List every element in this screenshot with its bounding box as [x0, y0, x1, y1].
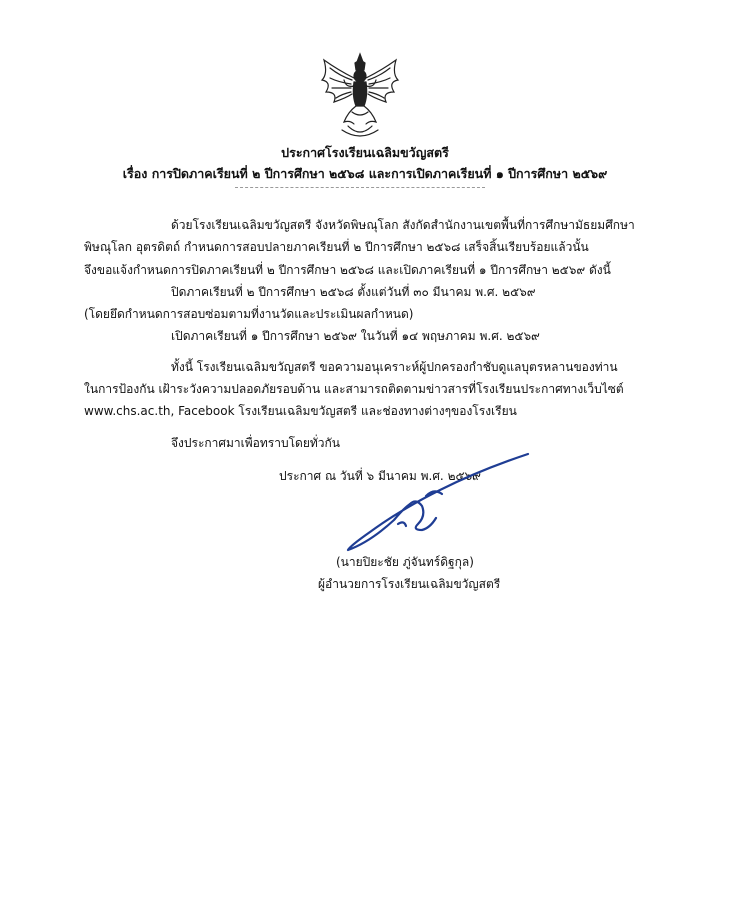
- announce-date: ประกาศ ณ วันที่ ๖ มีนาคม พ.ศ. ๒๕๖๙: [279, 469, 481, 483]
- close-term-note: (โดยยึดกำหนดการสอบซ่อมตามที่งานวัดและประเมินผลกำหนด): [84, 307, 414, 321]
- announcement-subject: เรื่อง การปิดภาคเรียนที่ ๒ ปีการศึกษา ๒๕๖๘ และการเปิดภาคเรียนที่ ๑ ปีการศึกษา ๒๕๖๙: [122, 166, 608, 181]
- paragraph-1-line-3: จึงขอแจ้งกำหนดการปิดภาคเรียนที่ ๒ ปีการศึกษา ๒๕๖๘ และเปิดภาคเรียนที่ ๑ ปีการศึกษา ๒๕๖๙ ดังนี้: [84, 263, 611, 277]
- handwritten-signature-icon: [330, 450, 530, 560]
- paragraph-2-line-1: ทั้งนี้ โรงเรียนเฉลิมขวัญสตรี ขอความอนุเคราะห์ผู้ปกครองกำชับดูแลบุตรหลานของท่าน: [171, 360, 618, 374]
- close-term-line: ปิดภาคเรียนที่ ๒ ปีการศึกษา ๒๕๖๘ ตั้งแต่วันที่ ๓๐ มีนาคม พ.ศ. ๒๕๖๙: [171, 285, 536, 299]
- signer-name: (นายปิยะชัย ภู่จันทร์ดิฐกุล): [336, 555, 474, 569]
- signer-title: ผู้อำนวยการโรงเรียนเฉลิมขวัญสตรี: [318, 577, 501, 591]
- paragraph-1-line-2: พิษณุโลก อุตรดิตถ์ กำหนดการสอบปลายภาคเรียนที่ ๒ ปีการศึกษา ๒๕๖๘ เสร็จสิ้นเรียบร้อยแล้วนั้น: [84, 240, 589, 254]
- title-separator: [235, 187, 485, 188]
- paragraph-2-line-2: ในการป้องกัน เฝ้าระวังความปลอดภัยรอบด้าน และสามารถติดตามข่าวสารที่โรงเรียนประกาศทางเว็บไซต์: [84, 382, 624, 396]
- garuda-emblem-icon: [318, 52, 402, 138]
- paragraph-1-line-1: ด้วยโรงเรียนเฉลิมขวัญสตรี จังหวัดพิษณุโลก สังกัดสำนักงานเขตพื้นที่การศึกษามัธยมศึกษา: [171, 218, 635, 232]
- open-term-line: เปิดภาคเรียนที่ ๑ ปีการศึกษา ๒๕๖๙ ในวันที่ ๑๔ พฤษภาคม พ.ศ. ๒๕๖๙: [171, 329, 540, 343]
- paragraph-2-line-3: www.chs.ac.th, Facebook โรงเรียนเฉลิมขวัญสตรี และช่องทางต่างๆของโรงเรียน: [84, 404, 517, 418]
- closing-line: จึงประกาศมาเพื่อทราบโดยทั่วกัน: [171, 436, 340, 450]
- announcement-title: ประกาศโรงเรียนเฉลิมขวัญสตรี: [281, 145, 449, 160]
